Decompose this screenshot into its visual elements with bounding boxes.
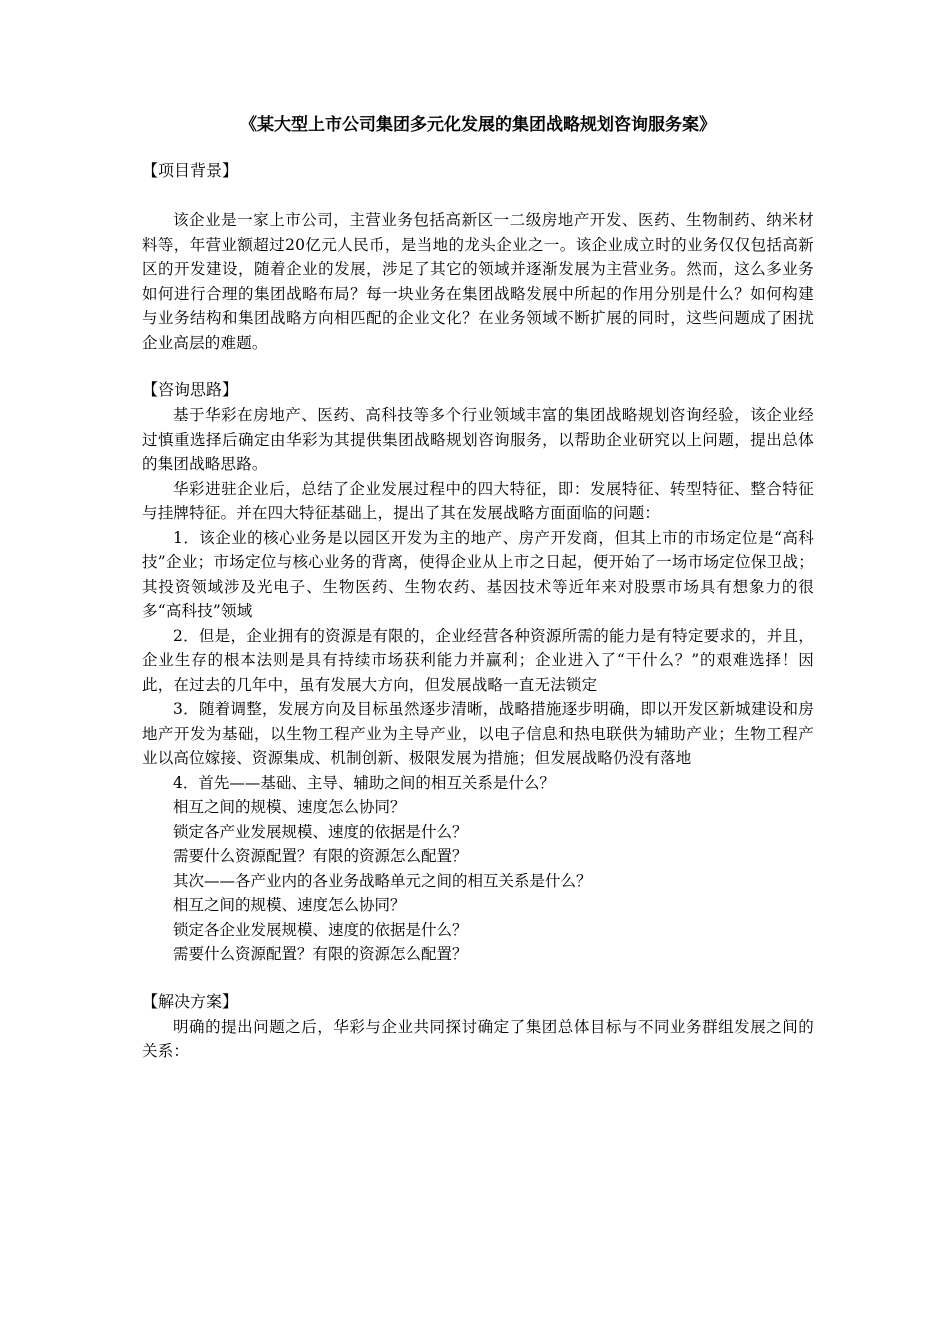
approach-question-line: 需要什么资源配置？有限的资源怎么配置？: [173, 945, 468, 963]
approach-question-line: 锁定各产业发展规模、速度的依据是什么？: [173, 822, 468, 841]
approach-paragraph: 基于华彩在房地产、医药、高科技等多个行业领域丰富的集团战略规划咨询经验，该企业经过慎重选择后确定由华彩为其提供集团战略规划咨询服务，以帮助企业研究以上问题，提出总体的集团战略思路。: [142, 406, 814, 473]
approach-issue-1: 1．该企业的核心业务是以园区开发为主的地产、房产开发商，但其上市的市场定位是“高科技”企业；市场定位与核心业务的背离，使得企业从上市之日起，便开始了一场市场定位保卫战；其投资领域涉及光电子、生物医药、生物农药、基因技术等近年来对股票市场具有想象力的很多“高科技”领域: [142, 528, 814, 620]
section-heading-background: 【项目背景】: [142, 161, 239, 180]
approach-question-line: 相互之间的规模、速度怎么协同？: [173, 896, 406, 914]
approach-question-line: 锁定各企业发展规模、速度的依据是什么？: [173, 920, 468, 939]
approach-question-line: 相互之间的规模、速度怎么协同？: [173, 798, 406, 816]
approach-issue-2: 2．但是，企业拥有的资源是有限的，企业经营各种资源所需的能力是有特定要求的，并且，企业生存的根本法则是具有持续市场获利能力并赢利；企业进入了“干什么？”的艰难选择！因此，在过去的几年中，虽有发展大方向，但发展战略一直无法锁定: [142, 626, 814, 694]
background-paragraph: 该企业是一家上市公司，主营业务包括高新区一二级房地产开发、医药、生物制药、纳米材料等，年营业额超过20亿元人民币，是当地的龙头企业之一。该企业成立时的业务仅仅包括高新区的开发建设，随着企业的发展，涉足了其它的领域并逐渐发展为主营业务。然而，这么多业务如何进行合理的集团战略布局？每一块业务在集团战略发展中所起的作用分别是什么？如何构建与业务结构和集团战略方向相匹配的企业文化？在业务领域不断扩展的同时，这些问题成了困扰企业高层的难题。: [142, 211, 814, 352]
spacer: [142, 967, 814, 989]
section-heading-approach: 【咨询思路】: [142, 380, 239, 399]
document-page: [142, 112, 814, 1064]
spacer: [142, 355, 814, 377]
approach-issue-3: 3．随着调整，发展方向及目标虽然逐步清晰，战略措施逐步明确，即以开发区新城建设和房地产开发为基础，以生物工程产业为主导产业，以电子信息和热电联供为辅助产业；生物工程产业以高位嫁接、资源集成、机制创新、极限发展为措施；但发展战略仍没有落地: [142, 700, 814, 767]
solution-paragraph: 明确的提出问题之后，华彩与企业共同探讨确定了集团总体目标与不同业务群组发展之间的关系：: [142, 1017, 814, 1060]
section-heading-solution: 【解决方案】: [142, 991, 239, 1011]
document-title: 《某大型上市公司集团多元化发展的集团战略规划咨询服务案》: [240, 115, 716, 135]
spacer: [142, 184, 814, 208]
approach-paragraph: 华彩进驻企业后，总结了企业发展过程中的四大特征，即：发展特征、转型特征、整合特征与挂牌特征。并在四大特征基础上，提出了其在发展战略方面面临的问题：: [142, 479, 814, 522]
approach-question-line: 需要什么资源配置？有限的资源怎么配置？: [173, 847, 468, 865]
approach-issue-4-line: 4．首先——基础、主导、辅助之间的相互关系是什么？: [173, 773, 555, 792]
approach-question-line: 其次——各产业内的各业务战略单元之间的相互关系是什么？: [173, 871, 592, 890]
